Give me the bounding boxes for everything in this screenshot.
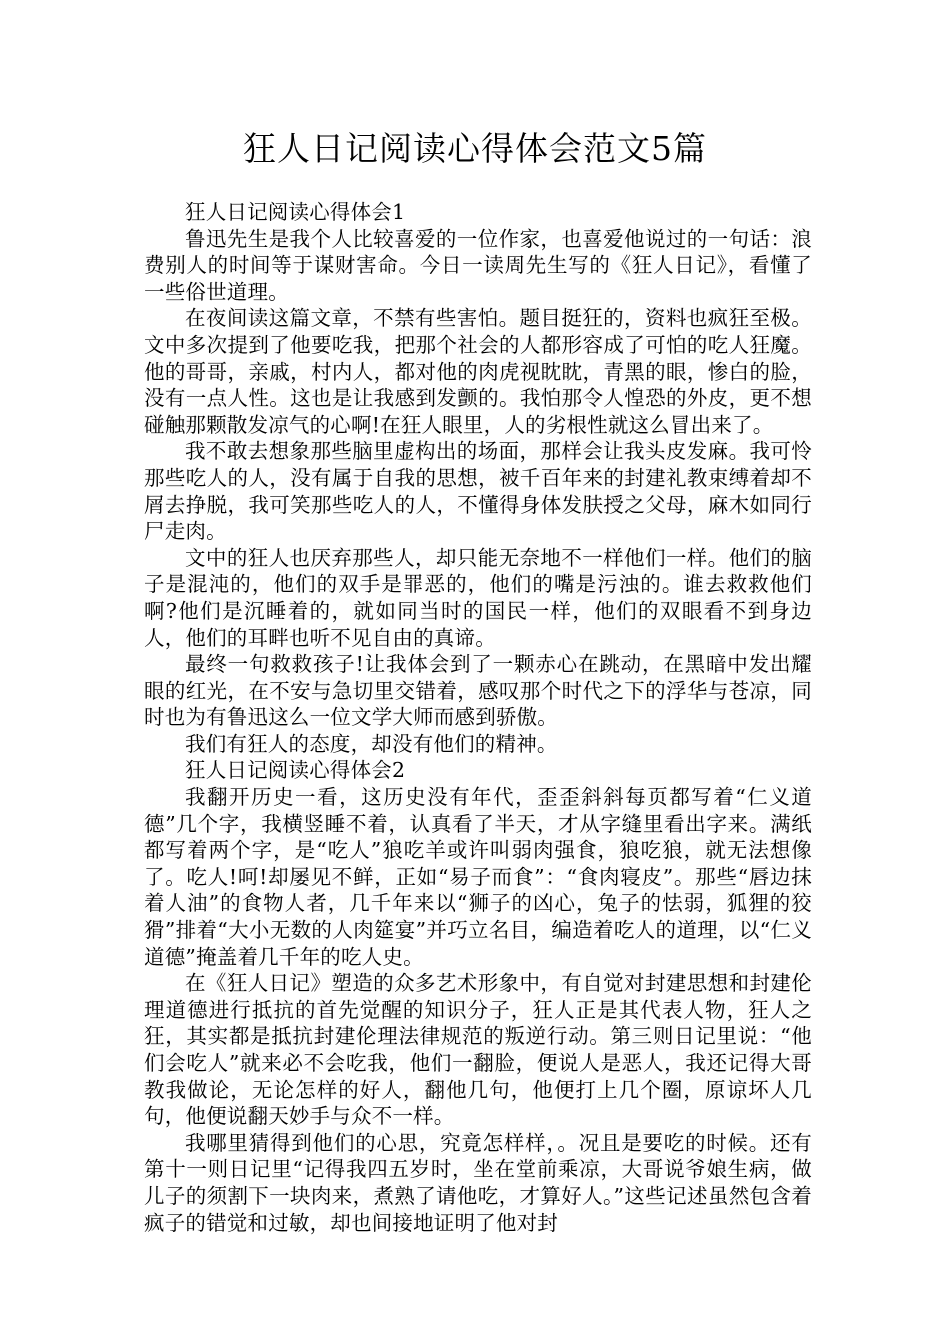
paragraph: 文中的狂人也厌弃那些人，却只能无奈地不一样他们一样。他们的脑子是混沌的，他们的双手是罪恶的，他们的嘴是污浊的。谁去救救他们啊?他们是沉睡着的，就如同当时的国民一样，他们的双眼看不到身边人，他们的耳畔也听不见自由的真谛。 — [144, 545, 812, 650]
document-title: 狂人日记阅读心得体会范文5篇 — [243, 129, 707, 168]
document-body — [144, 199, 812, 1236]
paragraph: 最终一句救救孩子!让我体会到了一颗赤心在跳动，在黑暗中发出耀眼的红光，在不安与急切里交错着，感叹那个时代之下的浮华与苍凉，同时也为有鲁迅这么一位文学大师而感到骄傲。 — [144, 652, 812, 730]
paragraph: 我不敢去想象那些脑里虚构出的场面，那样会让我头皮发麻。我可怜那些吃人的人，没有属于自我的思想，被千百年来的封建礼教束缚着却不屑去挣脱，我可笑那些吃人的人，不懂得身体发肤授之父母，麻木如同行尸走肉。 — [144, 439, 812, 544]
paragraph: 在《狂人日记》塑造的众多艺术形象中，有自觉对封建思想和封建伦理道德进行抵抗的首先觉醒的知识分子，狂人正是其代表人物，狂人之狂，其实都是抵抗封建伦理法律规范的叛逆行动。第三则日记里说：“他们会吃人”就来必不会吃我，他们一翻脸，便说人是恶人，我还记得大哥教我做论，无论怎样的好人，翻他几句，他便打上几个圈，原谅坏人几句，他便说翻天妙手与众不一样。 — [144, 971, 812, 1129]
paragraph: 我翻开历史一看，这历史没有年代，歪歪斜斜每页都写着“仁义道德”几个字，我横竖睡不着，认真看了半天，才从字缝里看出字来。满纸都写着两个字，是“吃人”狼吃羊或许叫弱肉强食，狼吃狼，就无法想像了。吃人!呵!却屡见不鲜，正如“易子而食”：“食肉寝皮”。那些“唇边抹着人油”的食物人者，几千年来以“狮子的凶心，兔子的怯弱，狐狸的狡猾”排着“大小无数的人肉筵宴”并巧立名目，编造着吃人的道理，以“仁义道德”掩盖着几千年的吃人史。 — [144, 785, 812, 969]
section-heading-1: 狂人日记阅读心得体会1 — [185, 200, 406, 224]
paragraph: 鲁迅先生是我个人比较喜爱的一位作家，也喜爱他说过的一句话：浪费别人的时间等于谋财害命。今日一读周先生写的《狂人日记》，看懂了一些俗世道理。 — [144, 226, 812, 304]
section-heading-2: 狂人日记阅读心得体会2 — [185, 758, 406, 783]
paragraph: 我哪里猜得到他们的心思，究竟怎样样，。况且是要吃的时候。还有第十一则日记里“记得我四五岁时，坐在堂前乘凉，大哥说爷娘生病，做儿子的须割下一块肉来，煮熟了请他吃，才算好人。”这些记述虽然包含着疯子的错觉和过敏，却也间接地证明了他对封 — [144, 1130, 812, 1235]
paragraph: 我们有狂人的态度，却没有他们的精神。 — [185, 731, 558, 756]
paragraph: 在夜间读这篇文章，不禁有些害怕。题目挺狂的，资料也疯狂至极。文中多次提到了他要吃我，把那个社会的人都形容成了可怕的吃人狂魔。他的哥哥，亲戚，村内人，都对他的肉虎视眈眈，青黑的眼，惨白的脸，没有一点人性。这也是让我感到发颤的。我怕那令人惶恐的外皮，更不想碰触那颗散发凉气的心啊!在狂人眼里，人的劣根性就这么冒出来了。 — [144, 306, 812, 437]
